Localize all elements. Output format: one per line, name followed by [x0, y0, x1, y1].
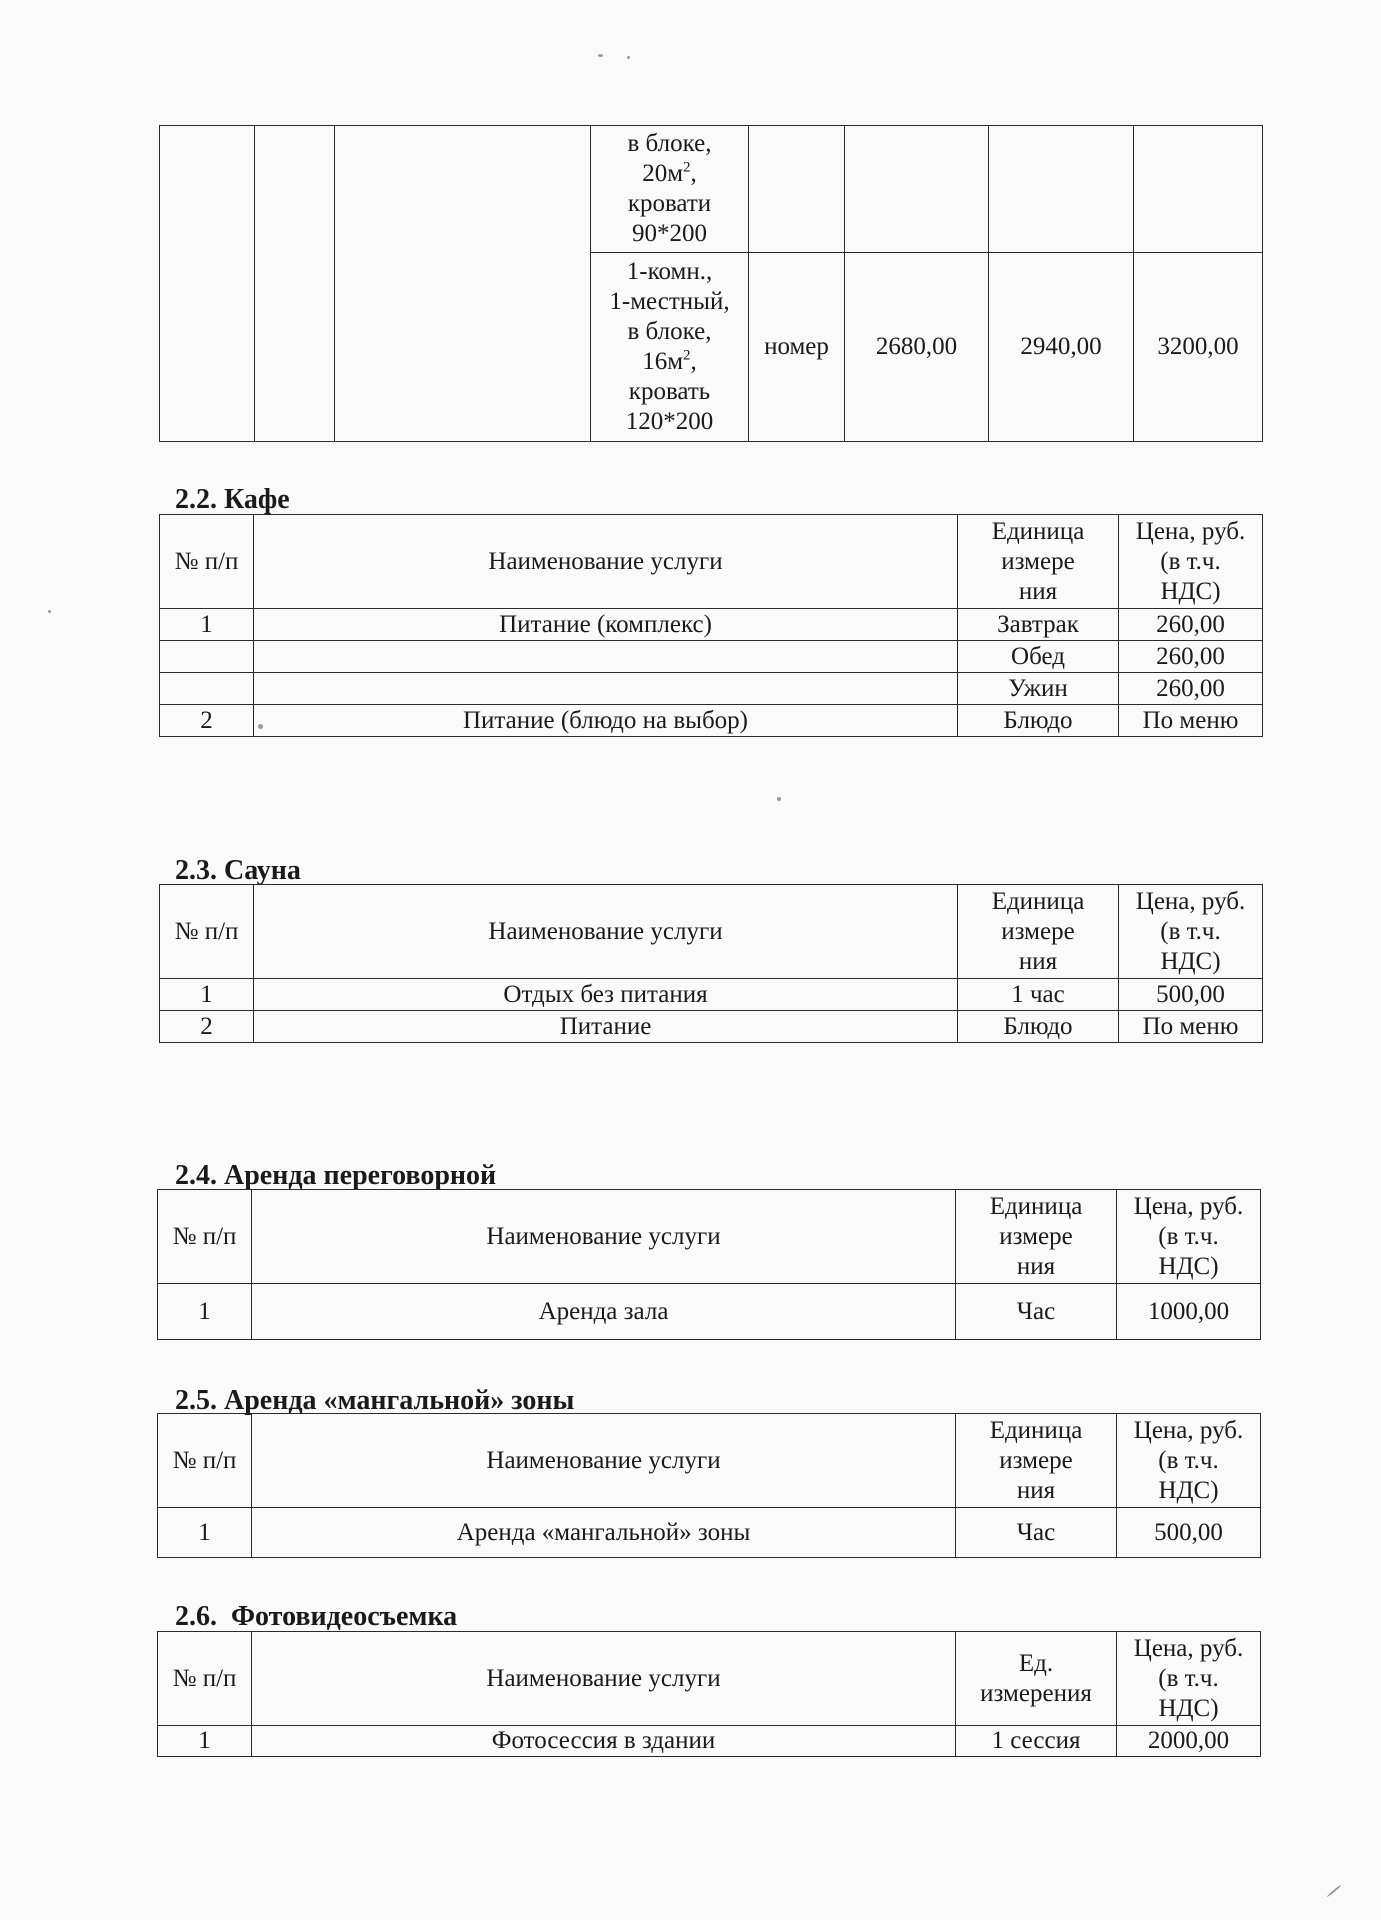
room-line: кровати: [627, 190, 712, 217]
row-service: Отдых без питания: [254, 979, 958, 1011]
header-unit: Единица измере ния: [958, 885, 1119, 979]
room-line: в блоке,: [627, 318, 712, 345]
header-unit: Единица измере ния: [958, 515, 1119, 609]
cafe-table: [159, 514, 1263, 737]
section-heading-photo-video: 2.6. Фотовидеосъемка: [175, 1601, 458, 1632]
table-header-row: [158, 1414, 1261, 1508]
row-num: 1: [160, 609, 254, 641]
table-row: [160, 705, 1263, 737]
row-num: 2: [160, 705, 254, 737]
section-heading-cafe: 2.2. Кафе: [175, 484, 290, 515]
scan-speck: [48, 610, 51, 613]
table-header-row: [160, 885, 1263, 979]
room-line: 1-комн.,: [626, 258, 713, 285]
section-heading-sauna: 2.3. Сауна: [175, 855, 301, 886]
row-price: 2000,00: [1117, 1726, 1261, 1757]
row-unit: Завтрак: [958, 609, 1119, 641]
table-row: [160, 641, 1263, 673]
header-num: № п/п: [160, 885, 254, 979]
table-cell: [335, 126, 591, 442]
room-line: 20м: [642, 160, 684, 187]
row-service: [254, 673, 958, 705]
table-header-row: [158, 1190, 1261, 1284]
row-unit: Блюдо: [958, 705, 1119, 737]
bbq-zone-table: [157, 1413, 1261, 1558]
row-price: По меню: [1119, 1011, 1263, 1043]
row-num: [160, 673, 254, 705]
table-row: [160, 673, 1263, 705]
row-num: 1: [158, 1726, 252, 1757]
header-price: Цена, руб. (в т.ч. НДС): [1117, 1414, 1261, 1508]
row-unit: 1 час: [958, 979, 1119, 1011]
scan-speck: [258, 724, 263, 729]
table-row: [160, 609, 1263, 641]
row-num: 1: [158, 1284, 252, 1340]
row-num: [160, 641, 254, 673]
table-cell: [989, 126, 1134, 253]
price-cell: 3200,00: [1134, 253, 1263, 442]
row-service: Аренда зала: [252, 1284, 956, 1340]
header-num: № п/п: [158, 1190, 252, 1284]
table-row: [158, 1284, 1261, 1340]
room-line: 1-местный,: [609, 288, 730, 315]
header-unit: Единица измере ния: [956, 1190, 1117, 1284]
row-service: Питание (блюдо на выбор): [254, 705, 958, 737]
header-price: Цена, руб. (в т.ч. НДС): [1119, 515, 1263, 609]
header-service: Наименование услуги: [254, 885, 958, 979]
room-line: 120*200: [625, 408, 714, 435]
price-cell: 2680,00: [845, 253, 989, 442]
header-price: Цена, руб. (в т.ч. НДС): [1117, 1190, 1261, 1284]
header-service: Наименование услуги: [252, 1190, 956, 1284]
header-num: № п/п: [158, 1632, 252, 1726]
table-row: [160, 1011, 1263, 1043]
table-header-row: [160, 515, 1263, 609]
table-row: [160, 979, 1263, 1011]
row-price: 1000,00: [1117, 1284, 1261, 1340]
room-line: кровать: [628, 378, 711, 405]
header-price: Цена, руб. (в т.ч. НДС): [1119, 885, 1263, 979]
scan-speck: [777, 797, 781, 801]
row-price: 500,00: [1119, 979, 1263, 1011]
sauna-table: [159, 884, 1263, 1043]
room-description-cell: [591, 126, 749, 253]
row-price: 260,00: [1119, 609, 1263, 641]
section-heading-meeting-room: 2.4. Аренда переговорной: [175, 1160, 497, 1191]
scan-speck: [1326, 1884, 1341, 1897]
unit-cell: номер: [749, 253, 845, 442]
table-row: [160, 126, 1263, 253]
photo-video-table: [157, 1631, 1261, 1757]
table-cell: [160, 126, 255, 442]
room-line: в блоке,: [627, 130, 712, 157]
row-price: 260,00: [1119, 673, 1263, 705]
meeting-room-table: [157, 1189, 1261, 1340]
row-service: Аренда «мангальной» зоны: [252, 1508, 956, 1558]
table-header-row: [158, 1632, 1261, 1726]
table-cell: [749, 126, 845, 253]
row-price: 500,00: [1117, 1508, 1261, 1558]
row-price: 260,00: [1119, 641, 1263, 673]
superscript: 2: [683, 347, 691, 364]
row-service: Питание (комплекс): [254, 609, 958, 641]
row-unit: Час: [956, 1284, 1117, 1340]
row-price: По меню: [1119, 705, 1263, 737]
row-unit: 1 сессия: [956, 1726, 1117, 1757]
table-cell: [845, 126, 989, 253]
row-unit: Обед: [958, 641, 1119, 673]
section-heading-bbq-zone: 2.5. Аренда «мангальной» зоны: [175, 1385, 575, 1416]
header-num: № п/п: [158, 1414, 252, 1508]
scan-speck: [627, 56, 630, 59]
row-unit: Блюдо: [958, 1011, 1119, 1043]
header-unit: Ед. измерения: [956, 1632, 1117, 1726]
room-line: 90*200: [632, 220, 707, 247]
row-service: Питание: [254, 1011, 958, 1043]
header-price: Цена, руб. (в т.ч. НДС): [1117, 1632, 1261, 1726]
scan-speck: [598, 54, 603, 57]
header-unit: Единица измере ния: [956, 1414, 1117, 1508]
room-line: 16м: [642, 348, 684, 375]
row-service: Фотосессия в здании: [252, 1726, 956, 1757]
header-service: Наименование услуги: [252, 1632, 956, 1726]
table-row: [158, 1726, 1261, 1757]
superscript: 2: [683, 159, 691, 176]
row-num: 1: [160, 979, 254, 1011]
price-cell: 2940,00: [989, 253, 1134, 442]
row-unit: Час: [956, 1508, 1117, 1558]
header-service: Наименование услуги: [254, 515, 958, 609]
row-num: 1: [158, 1508, 252, 1558]
header-service: Наименование услуги: [252, 1414, 956, 1508]
header-num: № п/п: [160, 515, 254, 609]
row-service: [254, 641, 958, 673]
room-description-cell: [591, 253, 749, 442]
row-unit: Ужин: [958, 673, 1119, 705]
table-cell: [1134, 126, 1263, 253]
table-cell: [255, 126, 335, 442]
hotel-rooms-table: [159, 125, 1263, 442]
table-row: [158, 1508, 1261, 1558]
row-num: 2: [160, 1011, 254, 1043]
room-line-suffix: ,: [690, 160, 697, 187]
room-line-suffix: ,: [690, 348, 697, 375]
